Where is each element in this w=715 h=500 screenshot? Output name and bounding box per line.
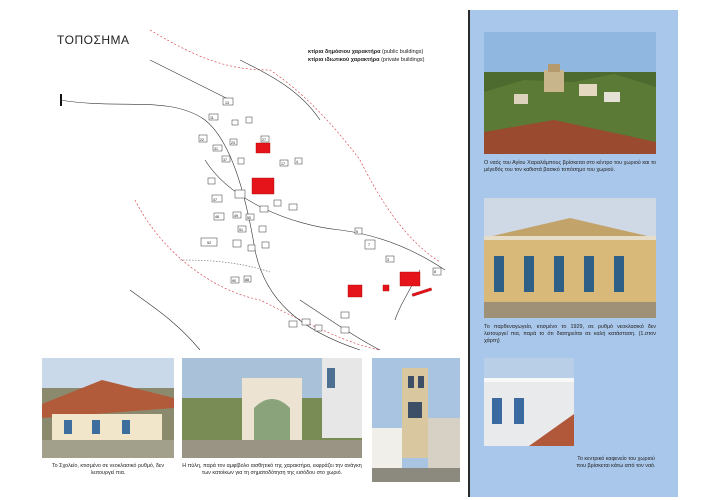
church-caption: Ο ναός του Αγίου Χαραλάμπους βρίσκεται στο κέντρο του χωριού και το μέγεθός του τον καθιστά βασικό τοπόσημο του χωριού. — [484, 160, 656, 174]
map-building — [235, 190, 245, 198]
map-building — [233, 240, 241, 247]
map-label: 13 — [225, 101, 229, 105]
cafe-caption: Το κεντρικό καφενείο του χωριού που βρίσκεται κάτω από τον ναό. — [576, 456, 656, 470]
school-caption: Το Σχολείο, κτισμένο σε νεοκλασικό ρυθμό, δεν λειτουργεί πια. — [51, 463, 165, 477]
map-label: 52 — [207, 241, 211, 245]
public-building — [256, 143, 270, 153]
map-building — [302, 319, 310, 325]
map-building — [232, 120, 238, 125]
legend-private-label: κτίρια ιδιωτικού χαρακτήρα — [308, 57, 380, 63]
map-label: 4 — [296, 160, 298, 164]
road-line — [180, 260, 270, 272]
map-building — [260, 206, 268, 212]
school-girls-photo — [484, 198, 656, 318]
map-label: 23 — [231, 141, 235, 145]
map-building — [365, 240, 375, 249]
map-label: 47 — [213, 198, 217, 202]
school-girls-caption: Το παρθεναγωγείο, κτισμένο το 1929, σε ρυθμό νεοκλασικό δεν λειτουργεί πια, παρά το ότι διατηρείται σε καλή κατάσταση. (1.στον χάρτη) — [484, 324, 656, 345]
gate-caption: Η πύλη, παρά τον αμφίβολο αισθητικό της χαρακτήρα, εκφράζει την ανάγκη των κατοίκων για τη σηματοδότηση της εισόδου στο χωριό. — [182, 463, 362, 477]
bell-tower-photo — [372, 358, 460, 482]
map-label: 8 — [434, 270, 436, 274]
map-building — [289, 321, 297, 327]
map-label: 50 — [247, 216, 251, 220]
map-building — [246, 117, 252, 123]
road-line — [60, 100, 360, 350]
map-building — [208, 178, 215, 184]
road-line — [130, 290, 200, 350]
legend-public-label: κτίρια δημόσιου χαρακτήρα — [308, 49, 381, 55]
public-building — [252, 178, 274, 194]
public-building — [412, 288, 432, 297]
map-label: 3 — [387, 258, 389, 262]
village-map — [0, 0, 468, 360]
map-label: 88 — [245, 278, 249, 282]
map-building — [289, 204, 297, 210]
map-building — [248, 245, 255, 251]
map-label: 90 — [232, 279, 236, 283]
map-label: 22 — [200, 138, 204, 142]
map-label: 31 — [214, 147, 218, 151]
map-label: 27 — [262, 138, 266, 142]
gate-photo — [182, 358, 362, 458]
map-building — [274, 200, 281, 206]
map-building — [259, 226, 266, 232]
road-line — [150, 60, 230, 100]
cafe-photo — [484, 358, 574, 446]
map-label: 37 — [223, 158, 227, 162]
public-building — [400, 272, 420, 286]
school-photo — [42, 358, 174, 458]
legend-public-english: (public buildings) — [382, 49, 424, 55]
map-label: 17 — [281, 162, 285, 166]
map-label: 7 — [368, 243, 370, 247]
map-label: 11 — [210, 116, 214, 120]
map-building — [341, 327, 349, 333]
map-building — [341, 312, 349, 318]
map-label: 48 — [215, 215, 219, 219]
map-building — [315, 325, 322, 331]
road-line — [240, 60, 320, 120]
legend-private-english: (private buildings) — [381, 57, 425, 63]
map-label: 49 — [234, 214, 238, 218]
map-building — [238, 158, 244, 164]
public-building — [383, 285, 389, 291]
map-label: 5 — [356, 230, 358, 234]
map-building — [262, 242, 269, 248]
boundary-line — [150, 30, 440, 262]
public-building — [348, 285, 362, 297]
page-title: ΤΟΠΟΣΗΜΑ — [57, 33, 130, 47]
church-photo — [484, 32, 656, 154]
map-label: 51 — [239, 228, 243, 232]
